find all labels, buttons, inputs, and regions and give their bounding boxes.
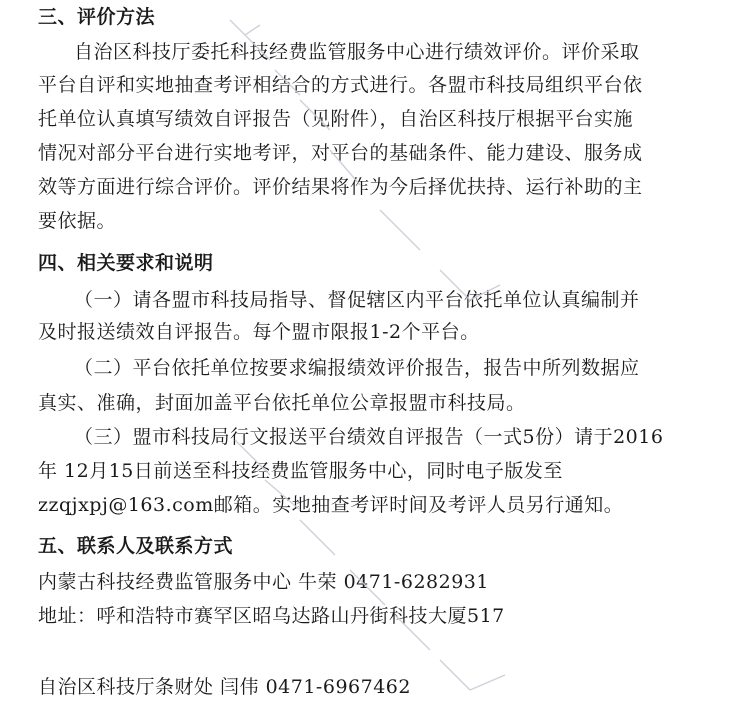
paragraph-line: 及时报送绩效自评报告。每个盟市限报1-2个平台。 <box>38 321 480 343</box>
paragraph-line: （二）平台依托单位按要求编报绩效评价报告，报告中所列数据应 <box>74 357 640 379</box>
paragraph-line: 自治区科技厅委托科技经费监管服务中心进行绩效评价。评价采取 <box>74 41 640 63</box>
paragraph-line: （一）请各盟市科技局指导、督促辖区内平台依托单位认真编制并 <box>74 289 640 311</box>
contact-line: 自治区科技厅条财处 闫伟 0471-6967462 <box>38 676 411 698</box>
section-3-heading: 三、评价方法 <box>38 6 156 28</box>
section-4-heading: 四、相关要求和说明 <box>38 252 214 274</box>
paragraph-line: 真实、准确，封面加盖平台依托单位公章报盟市科技局。 <box>38 392 526 414</box>
paragraph-line: （三）盟市科技局行文报送平台绩效自评报告（一式5份）请于2016 <box>74 426 664 448</box>
paragraph-line: 托单位认真填写绩效自评报告（见附件），自治区科技厅根据平台实施 <box>38 108 634 130</box>
paragraph-line: 要依据。 <box>38 210 117 232</box>
paragraph-line: 平台自评和实地抽查考评相结合的方式进行。各盟市科技局组织平台依 <box>38 74 643 96</box>
paragraph-line: 年 12月15日前送至科技经费监管服务中心，同时电子版发至 <box>38 460 563 482</box>
address-line: 地址：呼和浩特市赛罕区昭乌达路山丹街科技大厦517 <box>38 605 505 627</box>
contact-line: 内蒙古科技经费监管服务中心 牛荣 0471-6282931 <box>38 571 489 593</box>
paragraph-line: zzqjxpj@163.com邮箱。实地抽查考评时间及考评人员另行通知。 <box>38 494 624 516</box>
paragraph-line: 效等方面进行综合评价。评价结果将作为今后择优扶持、运行补助的主 <box>38 176 643 198</box>
paragraph-line: 情况对部分平台进行实地考评，对平台的基础条件、能力建设、服务成 <box>38 142 643 164</box>
section-5-heading: 五、联系人及联系方式 <box>38 535 234 557</box>
